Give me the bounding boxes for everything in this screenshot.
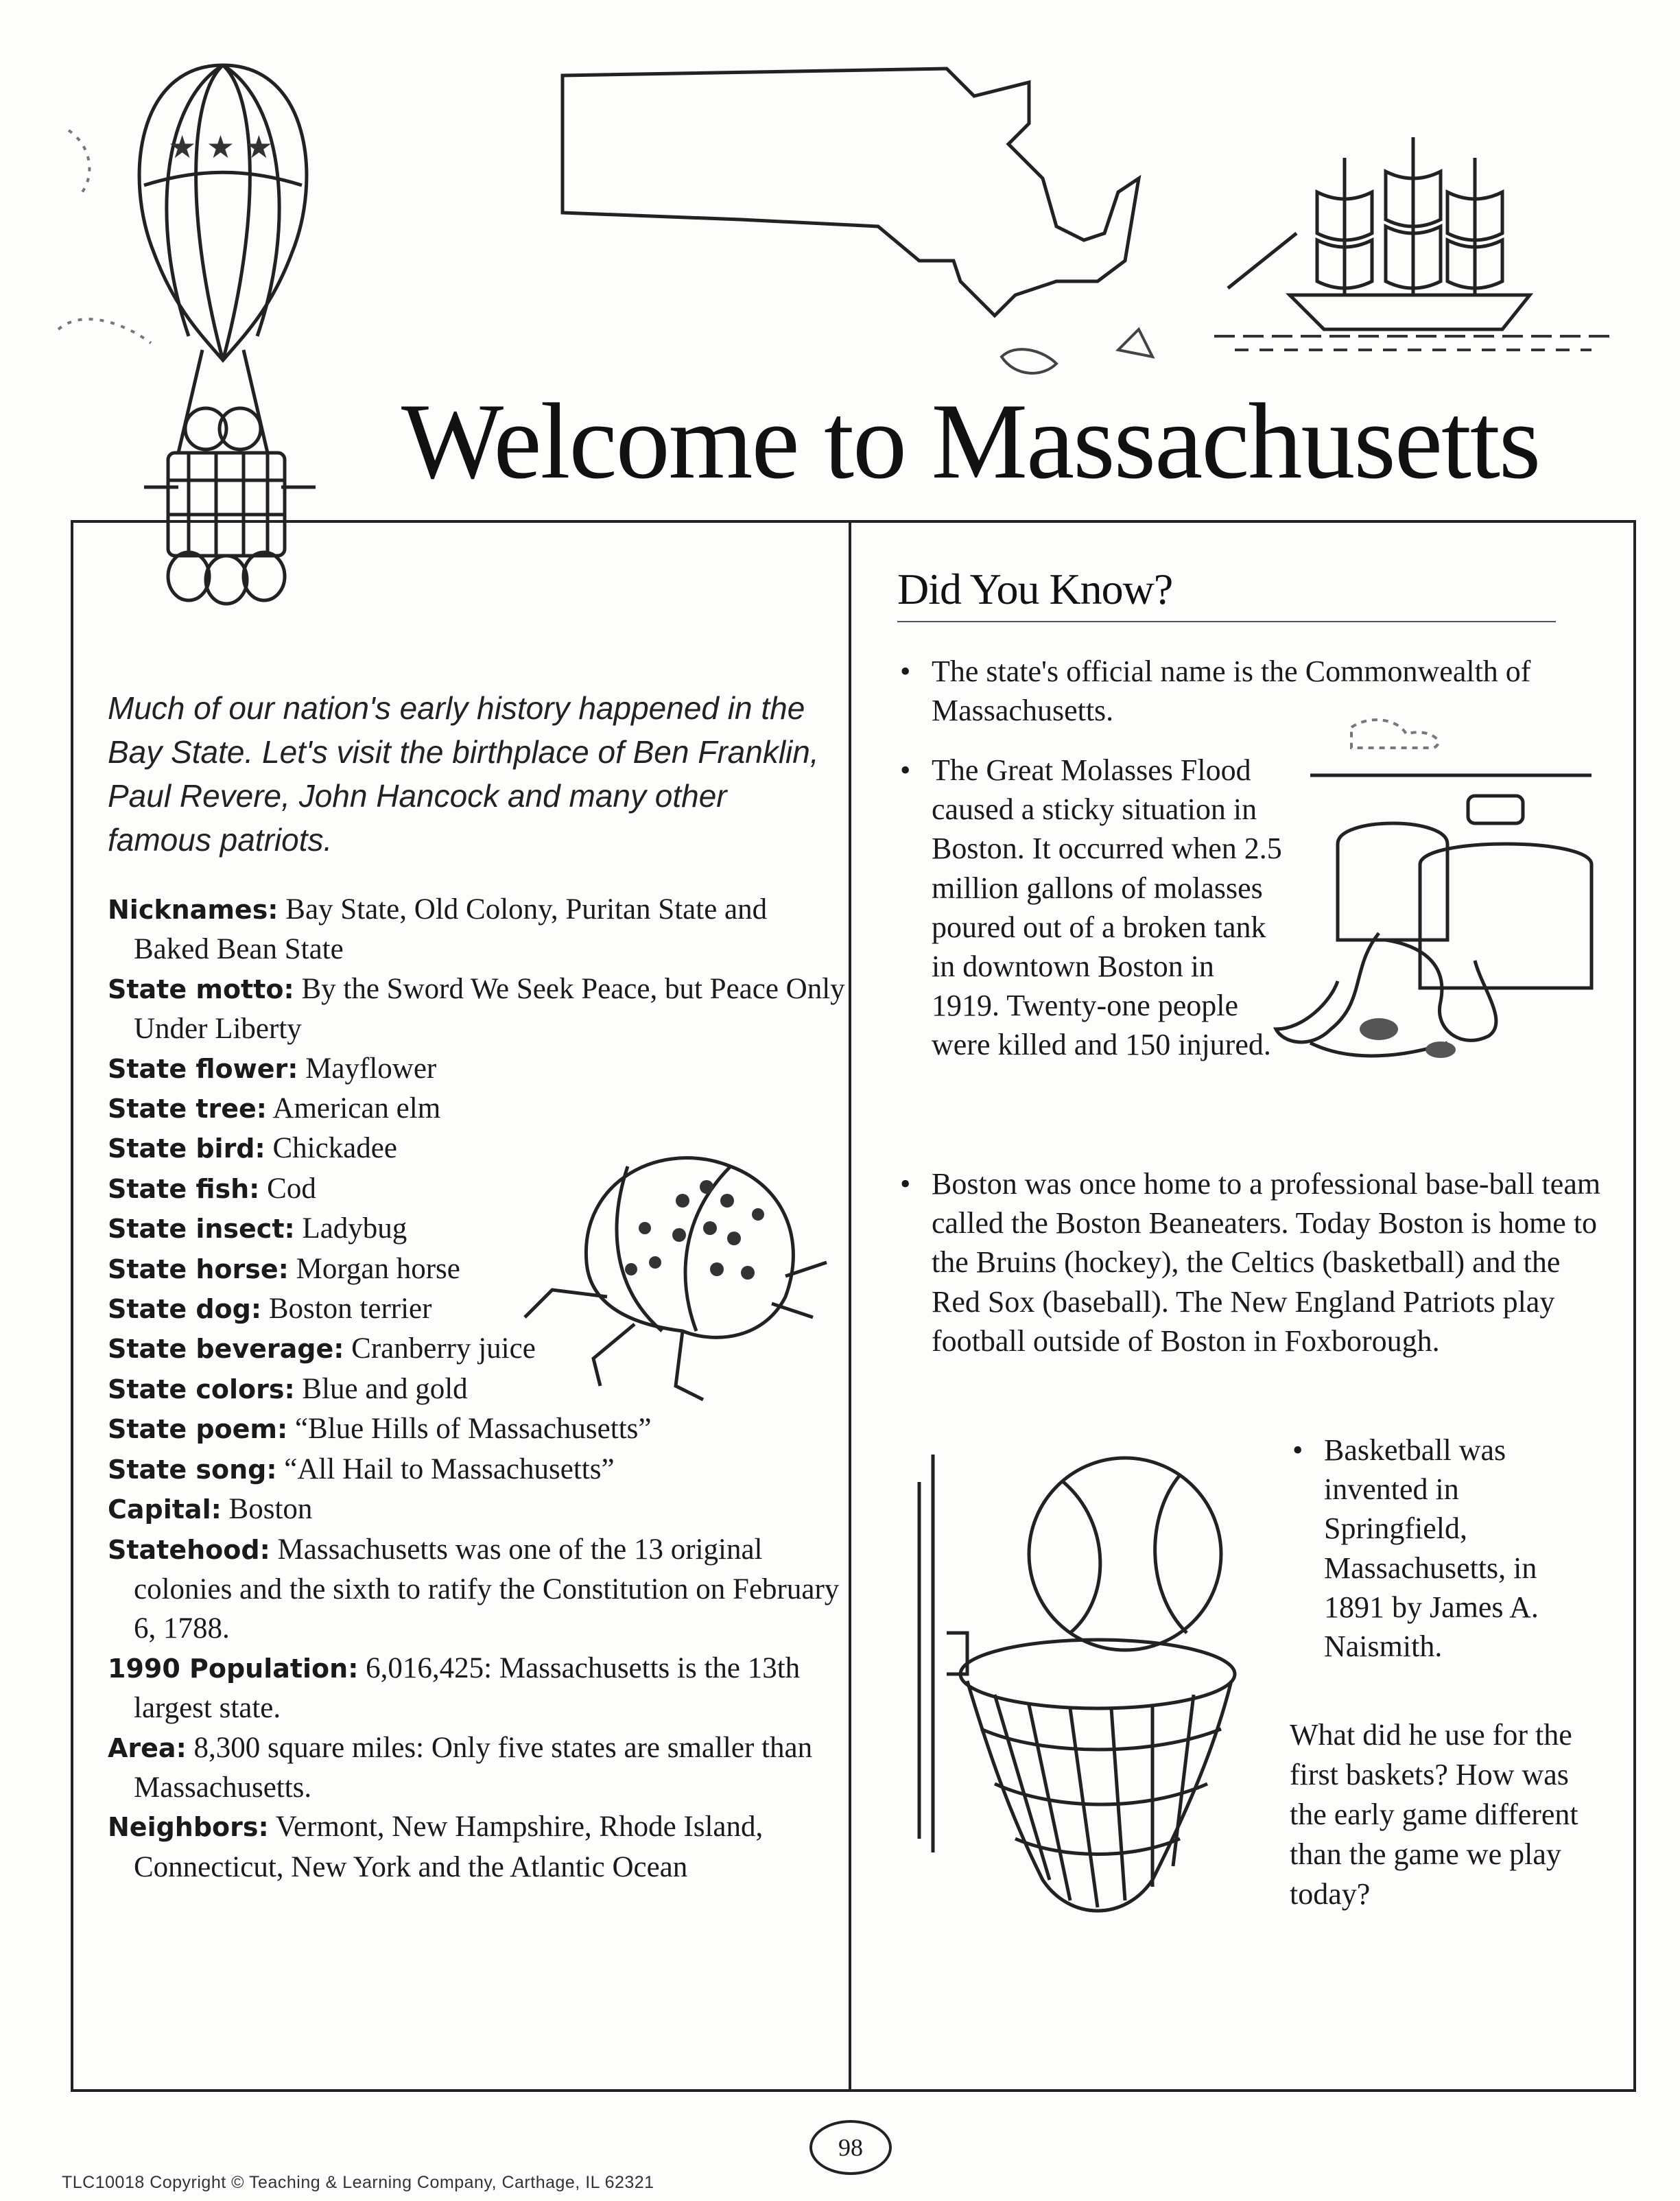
fact-item: State flower: Mayflower [108,1052,437,1085]
fact-item: State tree: American elm [108,1092,441,1125]
did-you-know-item: • The state's official name is the Commonwealth of Massachusetts. [897,652,1604,730]
svg-text:★ ★ ★: ★ ★ ★ [168,128,273,165]
fact-item: Nicknames: Bay State, Old Colony, Puritan State and Baked Bean State [108,893,768,966]
copyright-footer: TLC10018 Copyright © Teaching & Learning Company, Carthage, IL 62321 [62,2173,654,2192]
page-number: 98 [809,2120,892,2175]
fact-item: Area: 8,300 square miles: Only five states are smaller than Massachusetts. [108,1731,813,1804]
did-you-know-item: • Basketball was invented in Springfield, Massachusetts, in 1891 by James A. Naismith. [1290,1431,1585,1666]
fact-item: 1990 Population: 6,016,425: Massachusetts is the 13th largest state. [108,1651,801,1725]
ladybug-illustration [511,1125,833,1413]
fact-item: State song: “All Hail to Massachusetts” [108,1452,615,1485]
page-title: Welcome to Massachusetts [401,381,1540,502]
fact-item: State insect: Ladybug [108,1212,407,1245]
fact-item: Statehood: Massachusetts was one of the 13 original colonies and the sixth to ratify the Constitution on February 6, 1788. [108,1533,840,1645]
did-you-know-item: • The Great Molasses Flood caused a sticky situation in Boston. It occurred when 2.5 million gallons of molasses poured out of a broken tank in downtown Boston in 1919. Twenty-one people were killed and 150 injured. [897,751,1288,1065]
fact-item: State fish: Cod [108,1172,316,1205]
heading-rule [897,621,1556,622]
discussion-question: What did he use for the first baskets? How was the early game different than the game we play today? [1290,1718,1578,1911]
fact-item: State poem: “Blue Hills of Massachusetts” [108,1413,652,1446]
massachusetts-map [535,55,1255,398]
intro-paragraph: Much of our nation's early history happened in the Bay State. Let's visit the birthplace of Ben Franklin, Paul Revere, John Hancock and many other famous patriots. [108,690,819,858]
fact-item: State colors: Blue and gold [108,1372,468,1405]
fact-item: State horse: Morgan horse [108,1252,460,1285]
molasses-tank-illustration [1269,707,1598,1091]
fact-item: Capital: Boston [108,1493,313,1526]
fact-item: State bird: Chickadee [108,1132,397,1165]
did-you-know-heading: Did You Know? [897,565,1173,613]
fact-item: Neighbors: Vermont, New Hampshire, Rhode Island, Connecticut, New York and the Atlantic Ocean [108,1811,764,1883]
sailing-ship-illustration [1207,130,1619,364]
did-you-know-item: • Boston was once home to a professional base-ball team called the Boston Beaneaters. Today Boston is home to the Bruins (hockey), the Celtics (basketball) and the Red Sox (baseball). The New England Patriots play football outside of Boston in Foxborough. [897,1164,1604,1361]
fact-item: State motto: By the Sword We Seek Peace, but Peace Only Under Liberty [108,972,845,1046]
column-divider [849,520,851,2092]
basketball-hoop-illustration [892,1427,1276,1935]
fact-item: State dog: Boston terrier [108,1293,432,1326]
fact-item: State beverage: Cranberry juice [108,1332,536,1365]
